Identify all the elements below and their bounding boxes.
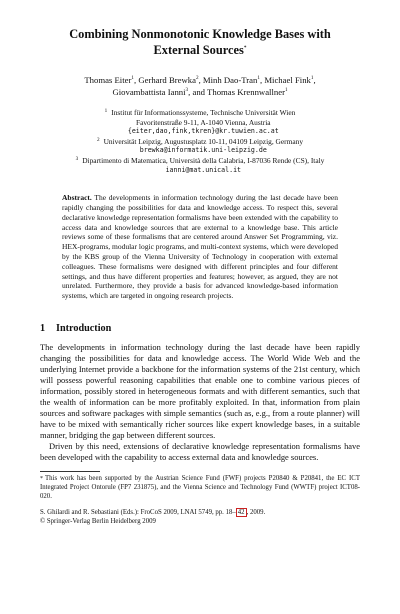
paragraph: Driven by this need, extensions of declarative knowledge representation formalisms have been developed with the capability to access external data and knowledge sources. [40, 441, 360, 463]
paper-title [40, 26, 360, 58]
abstract-label: Abstract. [62, 193, 92, 203]
affiliation-list [40, 108, 360, 175]
author-affil-mark: 1 [284, 86, 288, 93]
author-line-2 [40, 87, 360, 99]
affiliation [40, 137, 360, 156]
body-text [40, 342, 360, 464]
author-affil-mark: 1 [131, 75, 134, 82]
author-list [40, 75, 360, 98]
affiliation-line: Favoritenstraße 9-11, A-1040 Vienna, Austria [135, 117, 271, 127]
affiliation-line: Universität Leipzig, Augustusplatz 10-11, 04109 Leipzig, Germany [103, 136, 304, 146]
author-line-1 [40, 75, 360, 87]
affiliation-line: Institut für Informationssysteme, Technische Universität Wien [111, 108, 296, 117]
footnote-mark: * [40, 476, 43, 483]
footnote-text: This work has been supported by the Austrian Science Fund (FWF) projects P20840 & P20841, the EC ICT Integrated Project Ontorule (FP7 231875), and the Vienna Science and Technology Fund (WWTF) project ICT08-020. [40, 475, 360, 501]
section-number: 1 [40, 322, 46, 334]
author-name: Thomas Eiter [84, 75, 132, 85]
affiliation [40, 156, 360, 175]
author-name: Giovambattista Ianni [112, 86, 186, 97]
author-affil-mark: 1 [257, 75, 260, 82]
affiliation-line: Dipartimento di Matematica, Università della Calabria, I-87036 Rende (CS), Italy [82, 155, 325, 165]
affiliation-email: ianni@mat.unical.it [165, 165, 242, 174]
title-line-1: Combining Nonmonotonic Knowledge Bases with [69, 27, 331, 41]
author-separator: , [133, 75, 139, 85]
affiliation-email: {eiter,dao,fink,tkren}@kr.tuwien.ac.at [127, 127, 279, 136]
author-name: Thomas Krennwallner [207, 86, 285, 97]
author-separator: , [313, 75, 316, 85]
author-name: Gerhard Brewka [138, 75, 196, 85]
page-link[interactable]: 42 [237, 509, 245, 517]
author-name: Minh Dao-Tran [202, 75, 258, 85]
affiliation-mark: 3 [75, 155, 79, 162]
affiliation [40, 108, 360, 137]
paragraph: The developments in information technology during the last decade have been rapidly changing the possibilities for data and knowledge access. The World Wide Web and the underlying Internet provide a backbone for the information systems of the 21st century, which will possess powerful reasoning capabilities that enable one to combine various pieces of information, possibly stored in heterogeneous formats and with different semantics, such that the wealth of information can be more profitably exploited. In that, information from plain sources and software packages with simple semantics (such as, e.g., from a route planner) will have to be mixed with semantically richer sources like expert knowledge bases, in a suitable manner, bridging the gap between different sources. [40, 341, 360, 441]
affiliation-mark: 1 [104, 108, 108, 114]
affiliation-mark: 2 [96, 136, 100, 143]
affiliation-email: brewka@informatik.uni-leipzig.de [139, 146, 267, 155]
footnote [40, 475, 360, 502]
title-line-2: External Sources [153, 43, 244, 57]
section-title: Introduction [56, 322, 112, 334]
title-footnote-mark: * [243, 44, 247, 51]
citation-block [40, 509, 360, 527]
author-affil-mark: 2 [195, 75, 199, 82]
section-heading [40, 323, 360, 334]
author-separator: , and [188, 86, 208, 97]
citation-suffix: , 2009. [246, 509, 266, 517]
author-separator: , [198, 75, 203, 85]
author-affil-mark: 1 [310, 75, 314, 82]
citation-prefix: S. Ghilardi and R. Sebastiani (Eds.): FroCoS 2009, LNAI 5749, pp. 18– [40, 509, 236, 517]
footnote-divider [40, 471, 100, 472]
author-affil-mark: 3 [185, 86, 189, 93]
abstract [62, 193, 338, 301]
abstract-text: The developments in information technology during the last decade have been rapidly changing the possibilities for data and knowledge access. To respect this, several declarative knowledge representation formalisms have been extended with the capability to access data and knowledge sources that are external to a knowledge base. This article reviews some of these formalisms that are centered around Answer Set Programming, viz. HEX-programs, modular logic programs, and multi-context systems, which were developed by the KBS group of the Vienna University of Technology in cooperation with external colleagues. These formalisms were designed with different principles and four different settings, and thus have different properties and features; however, as argued, they are not unrelated. Furthermore, they provide a basis for advanced knowledge-based information systems, which are targeted in ongoing research projects. [62, 193, 338, 301]
copyright-line: © Springer-Verlag Berlin Heidelberg 2009 [40, 518, 156, 526]
author-separator: , [259, 75, 265, 85]
author-name: Michael Fink [264, 75, 311, 85]
citation-line [40, 509, 360, 518]
